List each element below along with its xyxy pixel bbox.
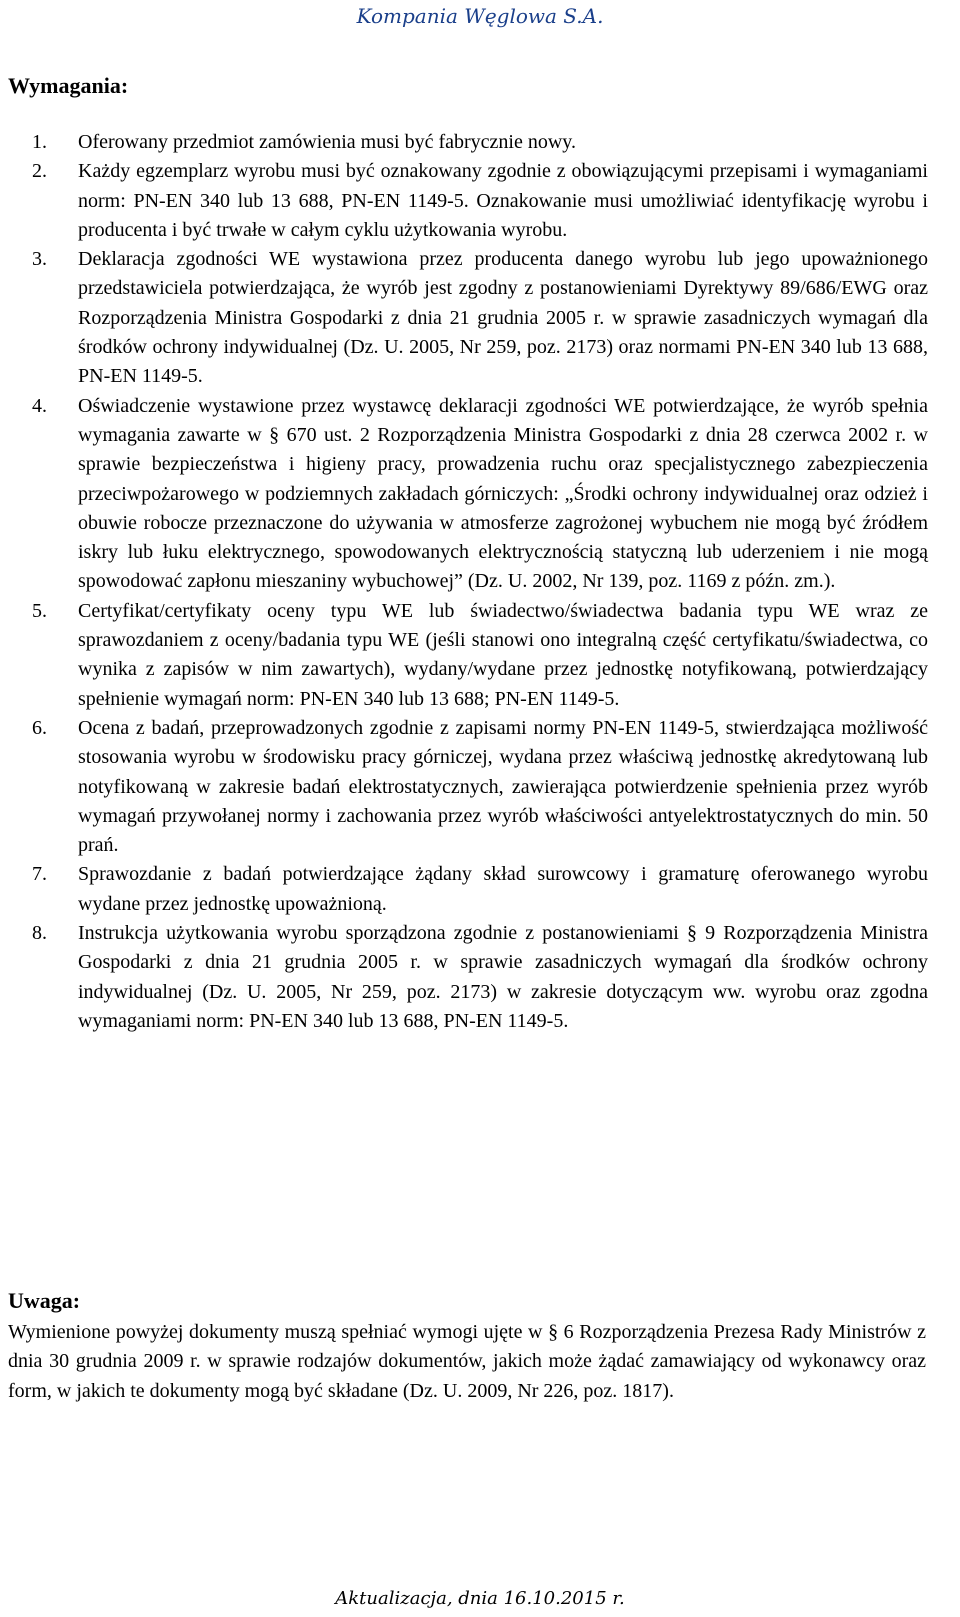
requirements-list <box>0 128 960 1036</box>
requirement-text: Deklaracja zgodności WE wystawiona przez producenta danego wyrobu lub jego upoważnionego przedstawiciela potwierdzająca, że wyrób jest zgodny z postanowieniami Dyrektywy 89/686/EWG oraz Rozporządzenia Ministra Gospodarki z dnia 21 grudnia 2005 r. w sprawie zasadniczych wymagań dla środków ochrony indywidualnej (Dz. U. 2005, Nr 259, poz. 2173) oraz normami PN-EN 340 lub 13 688, PN-EN 1149-5. <box>78 248 928 388</box>
requirement-text: Certyfikat/certyfikaty oceny typu WE lub świadectwo/świadectwa badania typu WE wraz ze sprawozdaniem z oceny/badania typu WE (jeśli stanowi ono integralną część certyfikatu/świadectwa, co wynika z zapisów w nim zawartych), wydany/wydane przez jednostkę notyfikowaną, potwierdzający spełnienie wymagań norm: PN-EN 340 lub 13 688; PN-EN 1149-5. <box>78 599 928 710</box>
requirement-text: Sprawozdanie z badań potwierdzające żądany skład surowcowy i gramaturę oferowanego wyrobu wydane przez jednostkę upoważnioną. <box>78 863 928 915</box>
requirement-item <box>0 860 960 919</box>
requirement-text: Ocena z badań, przeprowadzonych zgodnie z zapisami normy PN-EN 1149-5, stwierdzająca możliwość stosowania wyrobu w środowisku pracy górniczej, wydana przez właściwą jednostkę akredytowaną lub notyfikowaną w zakresie badań elektrostatycznych, zawierająca potwierdzenie spełnienia przez wyrób wymagań przywołanej normy i zachowania przez wyrób właściwości antyelektrostatycznych do min. 50 prań. <box>78 716 928 857</box>
requirement-number: 4. <box>32 394 47 417</box>
note-heading: Uwaga: <box>8 1288 81 1313</box>
requirement-item <box>0 128 960 157</box>
note-text: Wymienione powyżej dokumenty muszą spełniać wymogi ujęte w § 6 Rozporządzenia Prezesa Rady Ministrów z dnia 30 grudnia 2009 r. w sprawie rodzajów dokumentów, jakich może żądać zamawiający od wykonawcy oraz form, w jakich te dokumenty mogą być składane (Dz. U. 2009, Nr 226, poz. 1817). <box>8 1321 926 1402</box>
requirement-item <box>0 245 960 391</box>
requirement-number: 6. <box>32 716 47 739</box>
requirement-item <box>0 597 960 714</box>
requirement-number: 5. <box>32 599 47 622</box>
requirement-text: Oświadczenie wystawione przez wystawcę deklaracji zgodności WE potwierdzające, że wyrób spełnia wymagania zawarte w § 670 ust. 2 Rozporządzenia Ministra Gospodarki z dnia 28 czerwca 2002 r. w sprawie bezpieczeństwa i higieny pracy, prowadzenia ruchu oraz specjalistycznego zabezpieczenia przeciwpożarowego w podziemnych zakładach górniczych: „Środki ochrony indywidualnej oraz odzież i obuwie robocze przeznaczone do używania w atmosferze zagrożonej wybuchem nie mogą być źródłem iskry lub łuku elektrycznego, spowodowanych elektrycznością statyczną lub uderzeniem i nie mogą spowodować zapłonu mieszaniny wybuchowej” (Dz. U. 2002, Nr 139, poz. 1169 z późn. zm.). <box>78 394 928 593</box>
requirement-item <box>0 392 960 597</box>
requirement-number: 2. <box>32 160 47 183</box>
requirement-number: 8. <box>32 922 47 945</box>
requirement-text: Każdy egzemplarz wyrobu musi być oznakowany zgodnie z obowiązującymi przepisami i wymaganiami norm: PN-EN 340 lub 13 688, PN-EN 1149-5. Oznakowanie musi umożliwiać identyfikację wyrobu i producenta i być trwałe w całym cyklu użytkowania wyrobu. <box>78 160 928 241</box>
requirement-text: Instrukcja użytkowania wyrobu sporządzona zgodnie z postanowieniami § 9 Rozporządzenia Ministra Gospodarki z dnia 21 grudnia 2005 r. w sprawie zasadniczych wymagań dla środków ochrony indywidualnej (Dz. U. 2005, Nr 259, poz. 2173) w zakresie dotyczącym ww. wyrobu oraz zgodna wymaganiami norm: PN-EN 340 lub 13 688, PN-EN 1149-5. <box>78 922 928 1032</box>
requirements-heading: Wymagania: <box>8 73 129 98</box>
requirement-number: 7. <box>32 863 47 886</box>
requirement-item <box>0 919 960 1036</box>
requirement-item <box>0 157 960 245</box>
requirement-number: 3. <box>32 248 47 271</box>
requirement-item <box>0 714 960 860</box>
update-date: Aktualizacja, dnia 16.10.2015 r. <box>335 1588 625 1609</box>
company-header: Kompania Węglowa S.A. <box>356 4 604 28</box>
requirement-number: 1. <box>32 131 47 153</box>
requirement-text: Oferowany przedmiot zamówienia musi być fabrycznie nowy. <box>78 131 576 153</box>
